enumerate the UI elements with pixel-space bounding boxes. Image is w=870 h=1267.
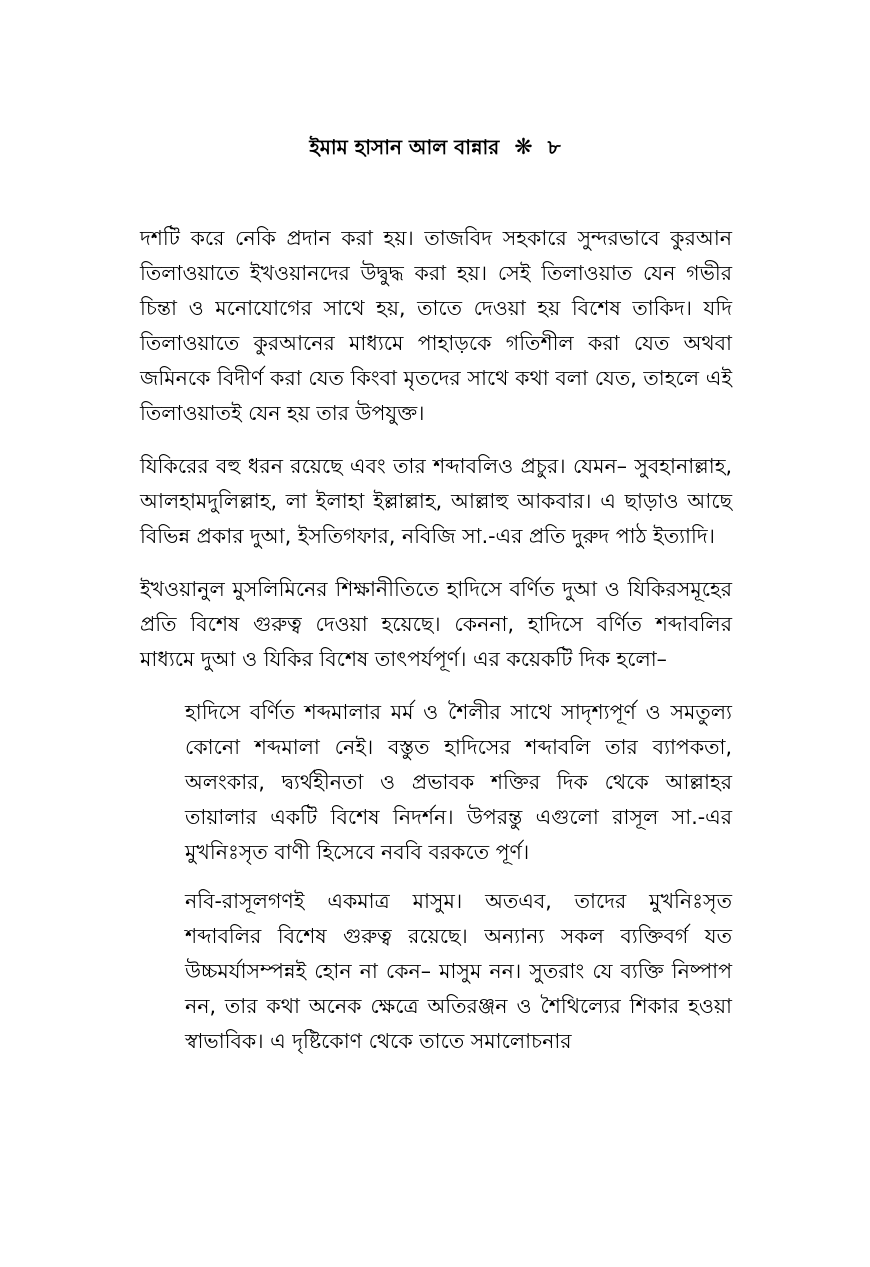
body-paragraph: যিকিরের বহু ধরন রয়েছে এবং তার শব্দাবলিও প্রচুর। যেমন– সুবহানাল্লাহ, আলহামদুলিল্লাহ, লা ইলাহা ইল্লাল্লাহ, আল্লাহু আকবার। এ ছাড়াও আছে বিভিন্ন প্রকার দুআ, ইসতিগফার, নবিজি সা.-এর প্রতি দুরুদ পাঠ ইত্যাদি।	[140, 454, 732, 548]
body-paragraph: ইখওয়ানুল মুসলিমিনের শিক্ষানীতিতে হাদিসে বর্ণিত দুআ ও যিকিরসমূহের প্রতি বিশেষ গুরুত্ব দেওয়া হয়েছে। কেননা, হাদিসে বর্ণিত শব্দাবলির মাধ্যমে দুআ ও যিকির বিশেষ তাৎপর্যপূর্ণ। এর কয়েকটি দিক হলো–	[140, 577, 732, 671]
book-title: ইমাম হাসান আল বান্নার	[309, 135, 500, 159]
indented-point: হাদিসে বর্ণিত শব্দমালার মর্ম ও শৈলীর সাথে সাদৃশ্যপূর্ণ ও সমতুল্য কোনো শব্দমালা নেই। বস্তুত হাদিসের শব্দাবলি তার ব্যাপকতা, অলংকার, দ্ব্যর্থহীনতা ও প্রভাবক শক্তির দিক থেকে আল্লাহর তায়ালার একটি বিশেষ নিদর্শন। উপরন্তু এগুলো রাসূল সা.-এর মুখনিঃসৃত বাণী হিসেবে নববি বরকতে পূর্ণ।	[185, 700, 732, 864]
ornament-icon: ❋	[514, 135, 533, 160]
page-body	[140, 221, 732, 1073]
page-number: ৮	[547, 135, 561, 159]
running-header	[0, 132, 870, 163]
indented-point: নবি-রাসূলগণই একমাত্র মাসুম। অতএব, তাদের মুখনিঃসৃত শব্দাবলির বিশেষ গুরুত্ব রয়েছে। অন্যান্য সকল ব্যক্তিবর্গ যত উচ্চমর্যাসম্পন্নই হোন না কেন– মাসুম নন। সুতরাং যে ব্যক্তি নিষ্পাপ নন, তার কথা অনেক ক্ষেত্রে অতিরঞ্জন ও শৈথিল্যের শিকার হওয়া স্বাভাবিক। এ দৃষ্টিকোণ থেকে তাতে সমালোচনার	[185, 889, 732, 1053]
body-paragraph: দশটি করে নেকি প্রদান করা হয়। তাজবিদ সহকারে সুন্দরভাবে কুরআন তিলাওয়াতে ইখওয়ানদের উদ্বুদ্ধ করা হয়। সেই তিলাওয়াত যেন গভীর চিন্তা ও মনোযোগের সাথে হয়, তাতে দেওয়া হয় বিশেষ তাকিদ। যদি তিলাওয়াতে কুরআনের মাধ্যমে পাহাড়কে গতিশীল করা যেত অথবা জমিনকে বিদীর্ণ করা যেত কিংবা মৃতদের সাথে কথা বলা যেত, তাহলে এই তিলাওয়াতই যেন হয় তার উপযুক্ত।	[140, 226, 732, 425]
